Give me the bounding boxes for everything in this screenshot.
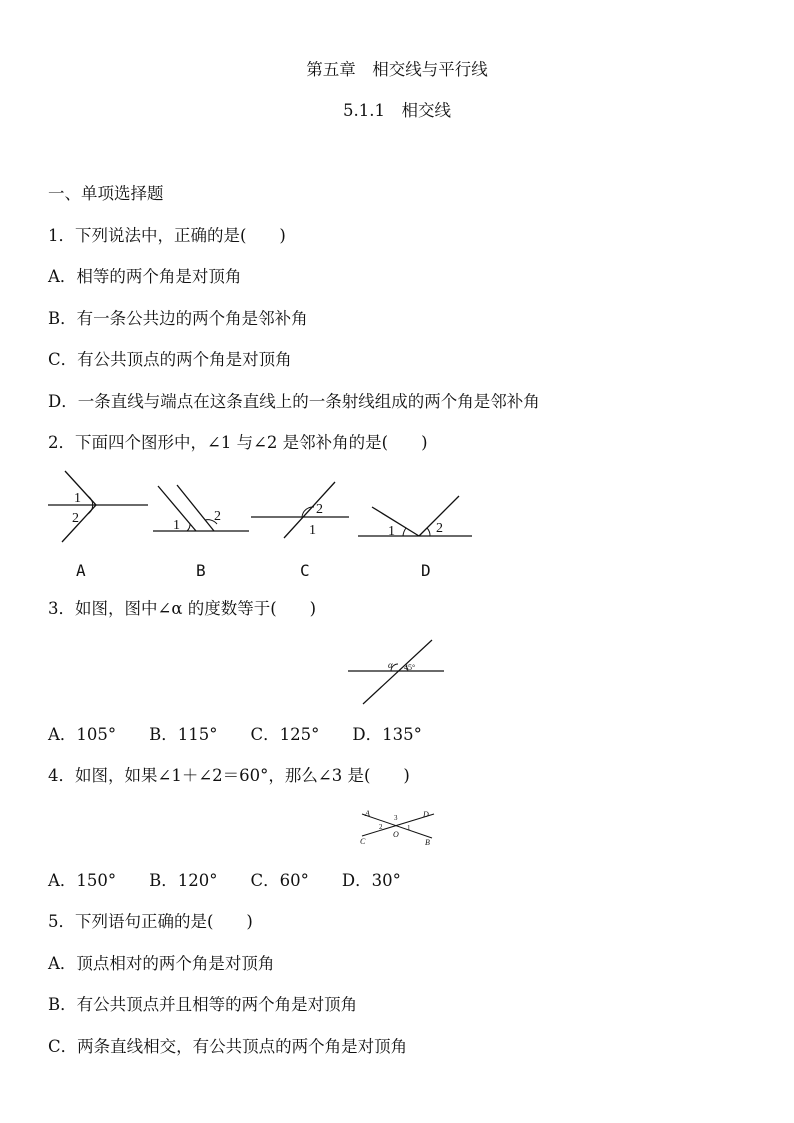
angle-2-label: 2 — [379, 823, 383, 831]
figure-2d — [355, 491, 475, 541]
angle-2-label: 2 — [214, 509, 221, 524]
figure-label-c: C — [300, 561, 310, 580]
question-2-stem: 2．下面四个图形中，∠1 与∠2 是邻补角的是( ) — [48, 433, 428, 452]
figure-label-d: D — [421, 561, 431, 580]
question-1-stem: 1．下列说法中，正确的是( ) — [48, 226, 286, 245]
figure-2b — [150, 480, 252, 536]
alpha-label: α — [388, 660, 393, 670]
question-5-option-c: C．两条直线相交，有公共顶点的两个角是对顶角 — [48, 1037, 408, 1056]
angle-1-label: 1 — [407, 824, 411, 832]
angle-1-label: 1 — [309, 523, 316, 538]
angle-3-label: 3 — [394, 814, 398, 822]
question-3-options: A．105° B．115° C．125° D．135° — [48, 725, 422, 744]
angle-2-label: 2 — [436, 521, 443, 536]
figure-label-a: A — [76, 561, 86, 580]
angle-1-label: 1 — [173, 518, 180, 533]
question-1-option-c: C．有公共顶点的两个角是对顶角 — [48, 350, 292, 369]
question-5-option-a: A．顶点相对的两个角是对顶角 — [48, 954, 275, 973]
chapter-title: 第五章 相交线与平行线 — [306, 60, 488, 79]
question-1-option-b: B．有一条公共边的两个角是邻补角 — [48, 309, 308, 328]
section-title: 5.1.1 相交线 — [343, 101, 451, 120]
angle-1-label: 1 — [74, 491, 81, 506]
angle-45-label: 45° — [404, 663, 416, 672]
figure-2a — [44, 466, 154, 546]
question-4-stem: 4．如图，如果∠1＋∠2＝60°，那么∠3 是( ) — [48, 766, 410, 785]
point-c-label: C — [360, 837, 366, 846]
figure-3 — [346, 637, 446, 707]
question-5-stem: 5．下列语句正确的是( ) — [48, 912, 253, 931]
point-a-label: A — [365, 809, 370, 818]
question-1-option-a: A．相等的两个角是对顶角 — [48, 267, 242, 286]
angle-2-label: 2 — [72, 511, 79, 526]
point-d-label: D — [423, 810, 429, 819]
figure-4 — [356, 806, 440, 850]
question-4-options: A．150° B．120° C．60° D．30° — [48, 871, 401, 890]
section-heading: 一、单项选择题 — [48, 184, 164, 203]
figure-label-b: B — [196, 561, 206, 580]
question-5-option-b: B．有公共顶点并且相等的两个角是对顶角 — [48, 995, 358, 1014]
point-o-label: O — [393, 830, 399, 839]
angle-2-label: 2 — [316, 502, 323, 517]
point-b-label: B — [425, 838, 430, 847]
angle-1-label: 1 — [388, 524, 395, 539]
question-3-stem: 3．如图，图中∠α 的度数等于( ) — [48, 599, 317, 618]
figure-2c — [248, 476, 354, 544]
question-1-option-d: D．一条直线与端点在这条直线上的一条射线组成的两个角是邻补角 — [48, 392, 540, 411]
